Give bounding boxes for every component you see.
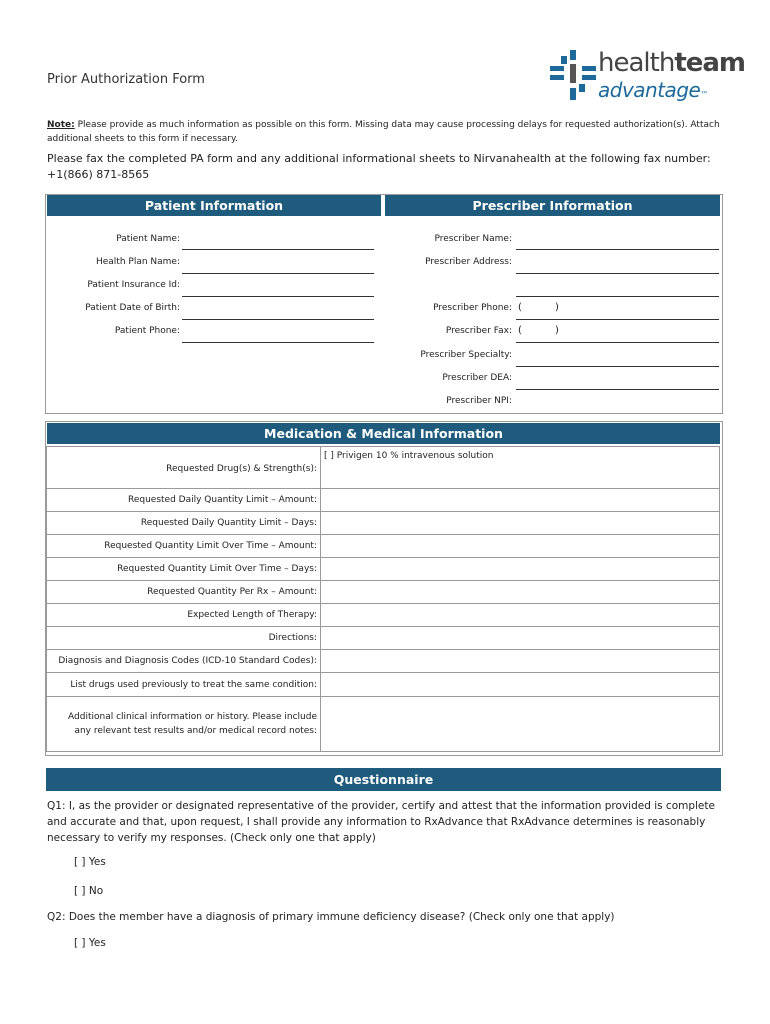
diagnosis-codes-label: Diagnosis and Diagnosis Codes (ICD-10 Standard Codes): [47, 650, 321, 673]
health-plan-name-label: Health Plan Name: [95, 257, 180, 267]
prescriber-specialty-label: Prescriber Specialty: [420, 350, 512, 360]
note-text [47, 118, 727, 146]
logo-word-health: health [598, 48, 675, 78]
additional-clinical-info-field[interactable] [321, 697, 720, 752]
prescriber-fax-label: Prescriber Fax: [445, 326, 512, 336]
table-row [47, 627, 720, 650]
daily-quantity-days-label: Requested Daily Quantity Limit – Days: [47, 512, 321, 535]
table-row [47, 535, 720, 558]
patient-phone-field[interactable] [182, 342, 374, 343]
prescriber-phone-label: Prescriber Phone: [433, 303, 512, 313]
question-1-text: Q1: I, as the provider or designated representative of the provider, certify and attest that the information provided is complete and accurate and that, upon request, I shall provide any information to RxAdvance that RxAdvance determines is reasonably necessary to verify my responses. (Check only one that apply) [47, 800, 715, 844]
prescriber-phone-paren-close: ) [555, 302, 559, 313]
logo-word-team: team [674, 48, 746, 78]
patient-insurance-id-field[interactable] [182, 296, 374, 297]
directions-label: Directions: [47, 627, 321, 650]
requested-drugs-field[interactable]: [ ] Privigen 10 % intravenous solution [321, 447, 720, 489]
prescriber-dea-field[interactable] [516, 389, 719, 390]
quantity-over-time-amount-label: Requested Quantity Limit Over Time – Amount: [47, 535, 321, 558]
table-row [47, 447, 720, 489]
prescriber-address-field[interactable] [516, 273, 719, 274]
table-row [47, 697, 720, 752]
diagnosis-codes-field[interactable] [321, 650, 720, 673]
prescriber-name-field[interactable] [516, 249, 719, 250]
table-row [47, 581, 720, 604]
patient-information-header: Patient Information [47, 195, 381, 216]
q1-yes-checkbox[interactable]: [ ] Yes [74, 856, 106, 868]
q1-no-checkbox[interactable]: [ ] No [74, 885, 104, 897]
quantity-per-rx-field[interactable] [321, 581, 720, 604]
quantity-per-rx-label: Requested Quantity Per Rx – Amount: [47, 581, 321, 604]
table-row [47, 558, 720, 581]
logo-mark-icon [550, 50, 596, 102]
patient-insurance-id-label: Patient Insurance Id: [87, 280, 180, 290]
length-of-therapy-label: Expected Length of Therapy: [47, 604, 321, 627]
daily-quantity-amount-field[interactable] [321, 489, 720, 512]
patient-name-field[interactable] [182, 249, 374, 250]
logo-word-advantage: advantage [598, 78, 701, 102]
table-row [47, 650, 720, 673]
prescriber-information-header: Prescriber Information [385, 195, 720, 216]
patient-name-label: Patient Name: [116, 234, 180, 244]
medication-information-header: Medication & Medical Information [47, 423, 720, 444]
questionnaire-header: Questionnaire [46, 768, 721, 791]
logo-trademark: ™ [700, 90, 708, 99]
table-row [47, 489, 720, 512]
note-body: Please provide as much information as possible on this form. Missing data may cause processing delays for requested authorization(s). Attach additional sheets to this form if necessary. [47, 120, 720, 144]
table-row [47, 604, 720, 627]
prescriber-specialty-field[interactable] [516, 366, 719, 367]
prescriber-npi-label: Prescriber NPI: [446, 396, 512, 406]
healthteam-advantage-logo [550, 48, 746, 108]
prescriber-phone-field[interactable] [516, 319, 719, 320]
prescriber-address-label: Prescriber Address: [425, 257, 512, 267]
directions-field[interactable] [321, 627, 720, 650]
question-2-text: Q2: Does the member have a diagnosis of primary immune deficiency disease? (Check only one that apply) [47, 911, 615, 923]
prescriber-fax-paren-open: ( [518, 325, 522, 336]
requested-drugs-label: Requested Drug(s) & Strength(s): [47, 447, 321, 489]
prescriber-phone-paren-open: ( [518, 302, 522, 313]
prescriber-dea-label: Prescriber DEA: [442, 373, 512, 383]
previous-drugs-label: List drugs used previously to treat the same condition: [47, 673, 321, 697]
patient-phone-label: Patient Phone: [114, 326, 180, 336]
prescriber-name-label: Prescriber Name: [434, 234, 512, 244]
prescriber-address-field-2[interactable] [516, 296, 719, 297]
medication-table [46, 446, 720, 752]
quantity-over-time-days-label: Requested Quantity Limit Over Time – Days: [47, 558, 321, 581]
daily-quantity-amount-label: Requested Daily Quantity Limit – Amount: [47, 489, 321, 512]
previous-drugs-field[interactable] [321, 673, 720, 697]
q2-yes-checkbox[interactable]: [ ] Yes [74, 937, 106, 949]
fax-instruction: Please fax the completed PA form and any additional informational sheets to Nirvanahealth at the following fax number: +1(866) 871-8565 [47, 152, 711, 181]
prescriber-fax-field[interactable] [516, 342, 719, 343]
quantity-over-time-amount-field[interactable] [321, 535, 720, 558]
table-row [47, 673, 720, 697]
prescriber-fax-paren-close: ) [555, 325, 559, 336]
note-label: Note: [47, 120, 75, 130]
additional-clinical-info-label: Additional clinical information or history. Please include any relevant test results and/or medical record notes: [47, 697, 321, 752]
patient-dob-field[interactable] [182, 319, 374, 320]
health-plan-name-field[interactable] [182, 273, 374, 274]
quantity-over-time-days-field[interactable] [321, 558, 720, 581]
table-row [47, 512, 720, 535]
length-of-therapy-field[interactable] [321, 604, 720, 627]
patient-dob-label: Patient Date of Birth: [85, 303, 180, 313]
form-title: Prior Authorization Form [47, 72, 205, 87]
daily-quantity-days-field[interactable] [321, 512, 720, 535]
